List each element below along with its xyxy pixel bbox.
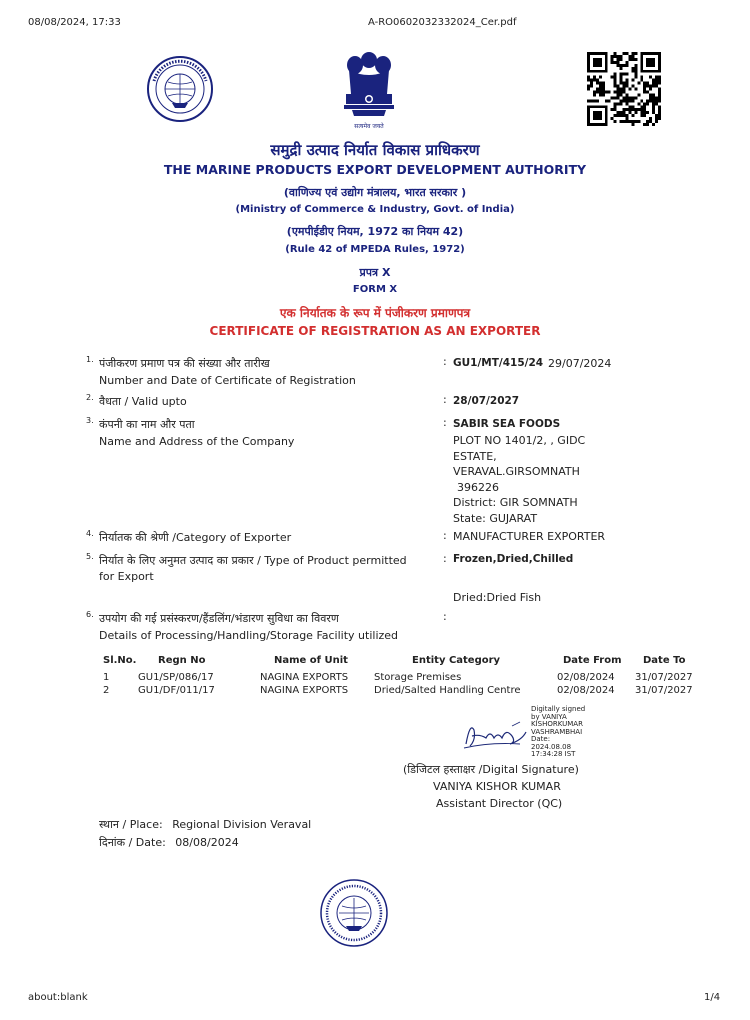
mpeda-logo [146,55,214,123]
authority-title-english: THE MARINE PRODUCTS EXPORT DEVELOPMENT AUTHORITY [163,162,587,177]
authority-seal [319,878,389,948]
digital-signature-caption: (डिजिटल हस्ताक्षर /Digital Signature) [403,763,579,776]
document-title: A-RO0602032332024_Cer.pdf [368,17,517,28]
col-header: Sl.No. [103,655,137,666]
address-line: State: GUJARAT [453,511,538,525]
product-types-value: Frozen,Dried,Chilled [453,553,574,565]
cell: GU1/DF/011/17 [138,685,215,696]
date-label: दिनांक / Date: [99,836,166,849]
address-line: PLOT NO 1401/2, , GIDC [453,434,586,447]
col-header: Entity Category [412,655,501,666]
sign-line: 2024.08.08 [531,742,572,751]
field-number: 6. [86,610,94,619]
facility-table [103,655,693,698]
cell: GU1/SP/086/17 [138,672,214,683]
form-english: FORM X [352,284,398,295]
ministry-english: (Ministry of Commerce & Industry, Govt. of India) [235,204,515,215]
certificate-title-hindi: एक निर्यातक के रूप में पंजीकरण प्रमाणपत्र [279,306,471,320]
ministry-hindi: (वाणिज्य एवं उद्योग मंत्रालय, भारत सरकार ) [283,186,467,199]
authority-title-hindi: समुद्री उत्पाद निर्यात विकास प्राधिकरण [270,141,480,159]
address-line: District: GIR SOMNATH [453,496,578,509]
company-address [453,433,585,526]
field-number: 2. [86,393,94,402]
valid-upto-value: 28/07/2027 [453,395,520,407]
sign-line: KISHORKUMAR [531,720,583,728]
print-timestamp: 08/08/2024, 17:33 [28,17,121,28]
cell: NAGINA EXPORTS [260,672,349,683]
product-detail-value: Dried:Dried Fish [453,591,542,604]
field-label-line1: निर्यात के लिए अनुमत उत्पाद का प्रकार / Type of Product permitted [99,554,407,567]
qr-code [586,52,662,126]
cell: 1 [103,672,110,683]
emblem-motto: सत्यमेव जयते [354,123,384,130]
field-number: 5. [86,552,94,561]
rule-english: (Rule 42 of MPEDA Rules, 1972) [285,244,465,255]
place-value: Regional Division Veraval [172,818,312,831]
address-line: ESTATE, [453,449,497,463]
col-header: Date To [643,655,686,666]
company-name: SABIR SEA FOODS [453,418,561,430]
place-label: स्थान / Place: [99,818,163,831]
field-label: वैधता / Valid upto [99,395,187,408]
certificate-title-english: CERTIFICATE OF REGISTRATION AS AN EXPORTER [209,324,541,338]
registration-number: GU1/MT/415/24 [453,357,544,369]
cell: 2 [103,685,110,696]
signatory-designation: Assistant Director (QC) [436,797,563,810]
date-value: 08/08/2024 [175,836,239,849]
address-line: VERAVAL.GIRSOMNATH [453,465,580,478]
sign-line: by VANIYA [531,712,567,721]
form-hindi: प्रपत्र X [359,266,391,279]
field-colon: : [443,416,447,429]
place-row [99,817,311,832]
signatory-name: VANIYA KISHOR KUMAR [433,780,561,793]
field-label-english: Name and Address of the Company [99,435,295,448]
field-label-line2: for Export [99,570,154,583]
table-row [103,685,693,698]
digital-signature-block [531,706,585,759]
address-line: 396226 [457,480,499,494]
cell: 02/08/2024 [557,685,615,696]
field-colon: : [443,529,447,542]
cell: Dried/Salted Handling Centre [374,685,521,696]
field-number: 4. [86,529,94,538]
field-label: निर्यातक की श्रेणी /Category of Exporter [99,531,292,544]
rule-hindi: (एमपीईडीए नियम, 1972 का नियम 42) [286,225,464,238]
print-url: about:blank [28,992,88,1003]
exporter-category-value: MANUFACTURER EXPORTER [453,530,606,543]
cell: 31/07/2027 [635,672,693,683]
table-row [103,672,693,685]
signature-scribble [460,718,532,752]
field-colon: : [443,552,447,565]
cell: 31/07/2027 [635,685,693,696]
field-label-hindi: कंपनी का नाम और पता [99,418,195,431]
national-emblem [334,50,404,132]
page-indicator: 1/4 [704,992,721,1003]
field-colon: : [443,393,447,406]
sign-line: Date: [531,735,551,743]
date-row [99,835,239,850]
field-label-english: Number and Date of Certificate of Registration [99,374,356,387]
col-header: Date From [563,655,622,666]
field-colon: : [443,610,447,623]
field-number: 1. [86,355,94,364]
sign-line: Digitally signed [531,705,586,713]
sign-line: 17:34:28 IST [531,750,576,758]
table-header-row [103,655,693,672]
sign-line: VASHRAMBHAI [531,727,583,736]
cell: 02/08/2024 [557,672,615,683]
field-colon: : [443,355,447,368]
field-label-hindi: उपयोग की गई प्रसंस्करण/हैंडलिंग/भंडारण सुविधा का विवरण [99,612,339,625]
cell: Storage Premises [374,672,462,683]
cell: NAGINA EXPORTS [260,685,349,696]
registration-date: 29/07/2024 [548,357,612,370]
field-label-english: Details of Processing/Handling/Storage Facility utilized [99,629,399,642]
col-header: Regn No [158,655,206,666]
field-number: 3. [86,416,94,425]
col-header: Name of Unit [274,655,348,666]
field-label-hindi: पंजीकरण प्रमाण पत्र की संख्या और तारीख [99,357,270,370]
